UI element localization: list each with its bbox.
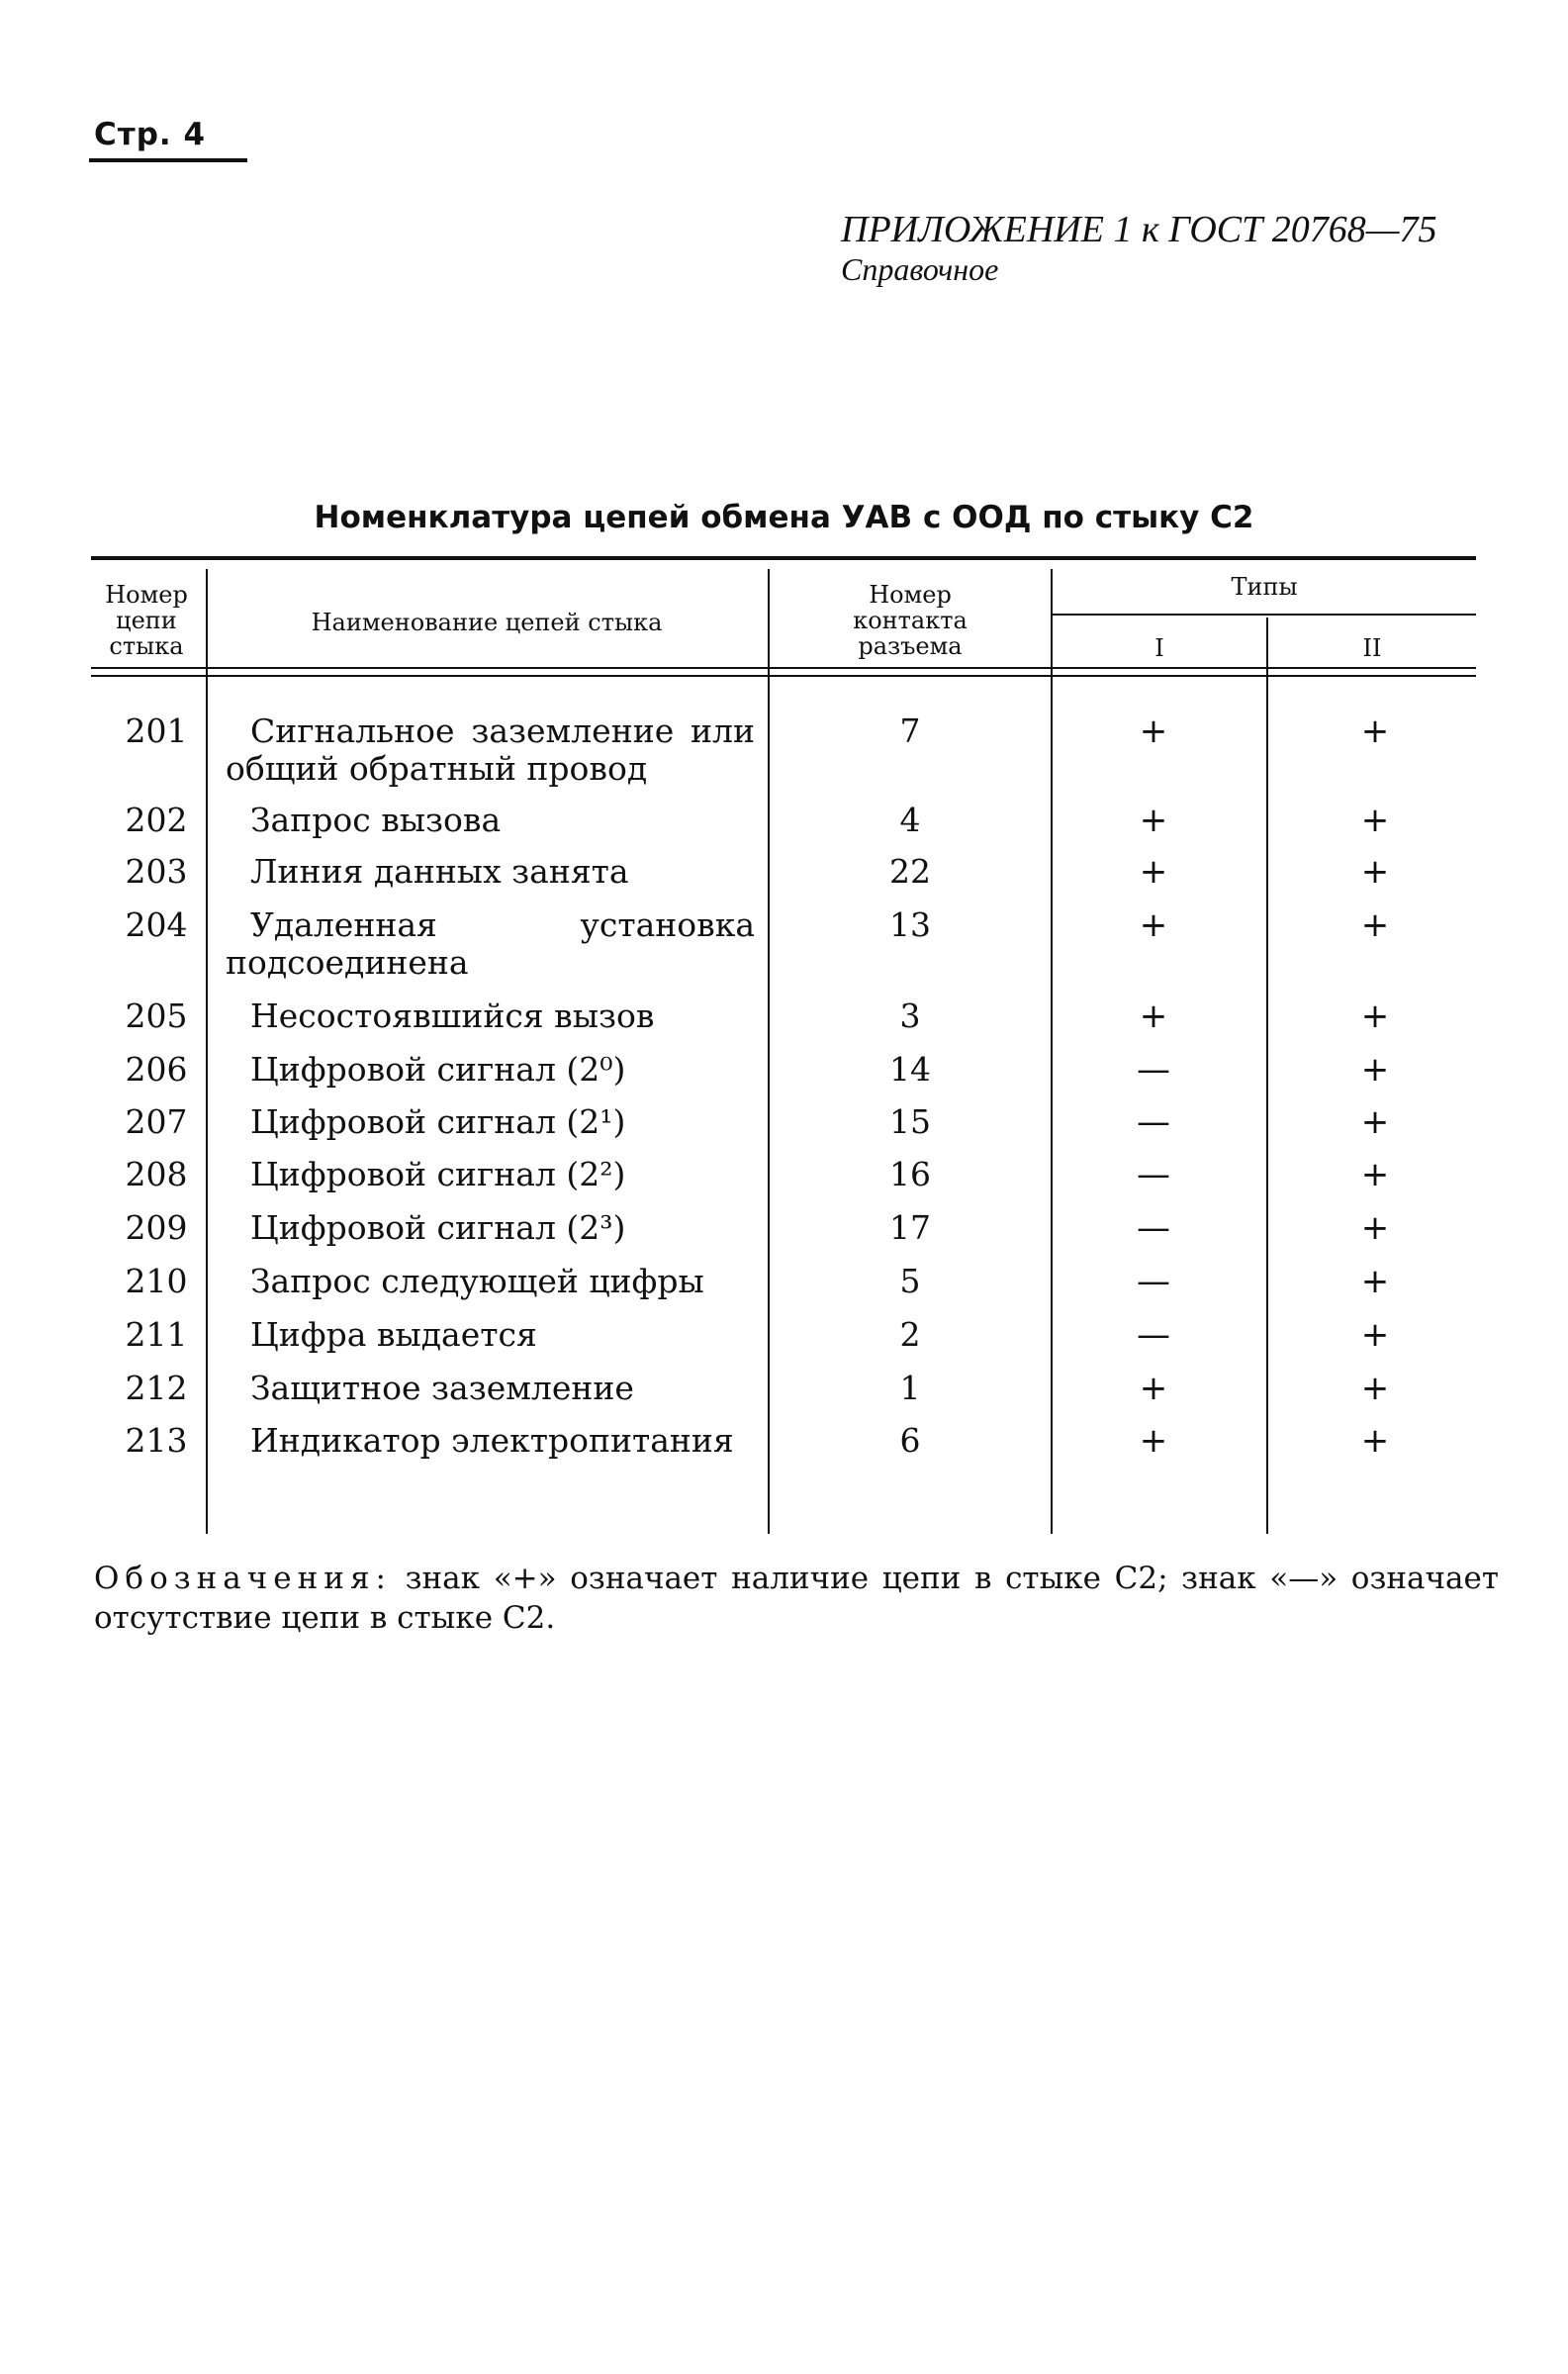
row-number: 210 <box>125 1262 188 1300</box>
row-number: 207 <box>125 1102 188 1141</box>
row-type-1: — <box>1137 1262 1170 1301</box>
row-contact: 7 <box>899 712 921 750</box>
row-type-1: + <box>1139 801 1168 840</box>
row-type-2: + <box>1360 801 1390 840</box>
row-name: Сигнальное заземление или общий обратный провод <box>226 712 755 788</box>
appendix-title: ПРИЛОЖЕНИЕ 1 к ГОСТ 20768—75 <box>841 209 1437 250</box>
header-contact <box>772 582 1049 659</box>
row-name: Удаленная установка подсоединена <box>226 905 755 982</box>
row-type-1: + <box>1139 1421 1168 1461</box>
row-name: Несостоявшийся вызов <box>250 997 655 1035</box>
row-name: Индикатор электропитания <box>250 1421 734 1460</box>
col-divider-2 <box>768 569 770 1534</box>
row-type-1: + <box>1139 997 1168 1036</box>
row-type-2: + <box>1360 1155 1390 1194</box>
row-name: Запрос следующей цифры <box>250 1262 704 1300</box>
row-name: Цифровой сигнал (2¹) <box>250 1102 626 1141</box>
row-type-1: + <box>1139 852 1168 892</box>
header-bottom-rule-2 <box>91 675 1476 677</box>
row-number: 203 <box>125 852 188 891</box>
page-number-underline <box>89 158 247 162</box>
row-type-2: + <box>1360 1315 1390 1355</box>
legend-note-lead: Обозначения: <box>94 1561 392 1596</box>
row-type-2: + <box>1360 852 1390 892</box>
row-number: 209 <box>125 1208 188 1247</box>
header-num-line: цепи <box>116 607 177 634</box>
col-divider-4 <box>1266 617 1268 1534</box>
page-number: Стр. 4 <box>94 117 207 152</box>
col-divider-1 <box>206 569 208 1534</box>
types-divider-rule <box>1051 614 1476 616</box>
header-type-2: II <box>1362 634 1382 662</box>
row-type-1: + <box>1139 712 1168 751</box>
appendix-heading <box>841 208 1484 287</box>
row-type-2: + <box>1360 1102 1390 1142</box>
row-number: 201 <box>125 712 188 750</box>
row-type-1: + <box>1139 905 1168 945</box>
row-contact: 6 <box>899 1421 921 1460</box>
row-number: 204 <box>125 905 188 944</box>
row-name: Цифровой сигнал (2³) <box>250 1208 626 1247</box>
row-contact: 22 <box>889 852 931 891</box>
row-number: 205 <box>125 997 188 1035</box>
row-contact: 3 <box>899 997 921 1035</box>
row-type-1: — <box>1137 1208 1170 1248</box>
header-num-line: Номер <box>105 581 188 609</box>
row-name: Цифра выдается <box>250 1315 537 1354</box>
row-name: Запрос вызова <box>250 801 502 839</box>
row-type-1: — <box>1137 1102 1170 1142</box>
row-number: 213 <box>125 1421 188 1460</box>
header-contact-line: Номер <box>869 581 952 609</box>
row-type-1: — <box>1137 1315 1170 1355</box>
row-type-2: + <box>1360 1050 1390 1090</box>
col-divider-3 <box>1051 569 1053 1534</box>
header-name: Наименование цепей стыка <box>311 609 663 636</box>
row-contact: 4 <box>899 801 921 839</box>
row-number: 206 <box>125 1050 188 1089</box>
row-contact: 2 <box>899 1315 921 1354</box>
header-num-line: стыка <box>109 632 184 660</box>
row-number: 208 <box>125 1155 188 1193</box>
row-name: Цифровой сигнал (2²) <box>250 1155 626 1193</box>
row-name: Цифровой сигнал (2⁰) <box>250 1050 626 1089</box>
table-top-rule <box>91 556 1476 560</box>
row-number: 202 <box>125 801 188 839</box>
row-contact: 1 <box>899 1369 921 1407</box>
row-type-2: + <box>1360 1262 1390 1301</box>
row-contact: 15 <box>889 1102 931 1141</box>
row-type-2: + <box>1360 1421 1390 1461</box>
row-type-1: — <box>1137 1155 1170 1194</box>
row-number: 211 <box>125 1315 188 1354</box>
row-type-1: + <box>1139 1369 1168 1408</box>
header-num <box>91 582 202 659</box>
row-contact: 13 <box>889 905 931 944</box>
row-contact: 14 <box>889 1050 931 1089</box>
table-title: Номенклатура цепей обмена УАВ с ООД по стыку С2 <box>314 500 1254 535</box>
row-type-1: — <box>1137 1050 1170 1090</box>
legend-note <box>94 1559 1499 1638</box>
row-number: 212 <box>125 1369 188 1407</box>
header-contact-line: разъема <box>858 632 963 660</box>
appendix-subtitle: Справочное <box>841 251 999 287</box>
header-contact-line: контакта <box>853 607 968 634</box>
row-type-2: + <box>1360 905 1390 945</box>
header-type-1: I <box>1154 634 1164 662</box>
row-type-2: + <box>1360 997 1390 1036</box>
row-contact: 16 <box>889 1155 931 1193</box>
row-contact: 5 <box>899 1262 921 1300</box>
row-name: Линия данных занята <box>250 852 629 891</box>
row-type-2: + <box>1360 1208 1390 1248</box>
row-contact: 17 <box>889 1208 931 1247</box>
header-types: Типы <box>1231 573 1298 601</box>
row-name: Защитное заземление <box>250 1369 634 1407</box>
row-type-2: + <box>1360 1369 1390 1408</box>
header-bottom-rule <box>91 667 1476 669</box>
legend-note-text: знак «+» означает наличие цепи в стыке С2; знак «—» означает отсутствие цепи в стыке С2. <box>94 1561 1499 1636</box>
row-type-2: + <box>1360 712 1390 751</box>
